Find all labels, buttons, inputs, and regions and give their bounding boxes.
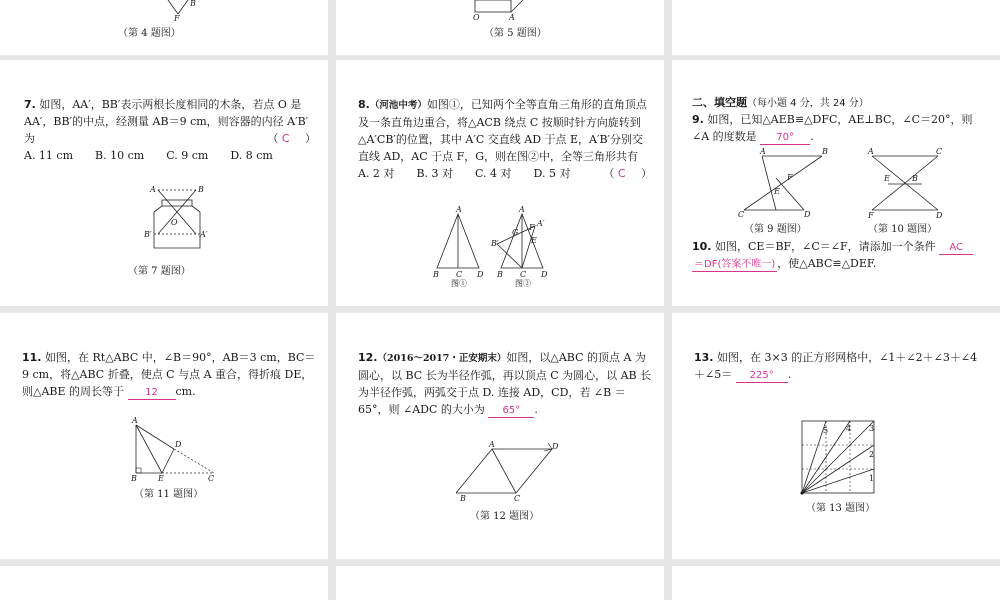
question-13: 13. 如图，在 3×3 的正方形网格中，∠1＋∠2＋∠3＋∠4＋∠5＝ 225° . — [694, 351, 978, 381]
svg-text:A: A — [489, 441, 495, 449]
figure-q10 — [862, 148, 952, 218]
question-8 — [358, 96, 652, 182]
svg-text:C: C — [456, 270, 463, 279]
card-q11 — [0, 313, 328, 559]
card-bottom-left — [0, 566, 328, 600]
svg-text:A′: A′ — [537, 219, 545, 228]
option-b: B. 10 cm — [95, 149, 145, 162]
question-number: 11. — [22, 351, 42, 364]
caption-q4: （第 4 题图） — [118, 28, 181, 39]
svg-text:B: B — [131, 474, 137, 481]
caption-q10: （第 10 题图） — [868, 224, 938, 235]
question-text: 如图，在 3×3 的正方形网格中，∠1＋∠2＋∠3＋∠4＋∠5＝ — [694, 351, 978, 381]
card-q7 — [0, 60, 328, 306]
svg-text:B′: B′ — [144, 230, 152, 239]
question-7 — [24, 96, 316, 164]
svg-text:C: C — [738, 210, 745, 218]
svg-text:B: B — [460, 494, 466, 503]
svg-text:B′: B′ — [491, 239, 499, 248]
answer-blank: 12 — [128, 386, 176, 400]
svg-text:2: 2 — [869, 450, 875, 459]
card-q9-q10 — [672, 60, 1000, 306]
figure-q7-container — [140, 182, 220, 254]
answer-paren: （ C ） — [603, 167, 652, 180]
svg-text:O: O — [473, 13, 480, 22]
svg-text:D: D — [477, 270, 484, 279]
svg-text:B: B — [497, 270, 503, 279]
svg-text:D: D — [541, 270, 548, 279]
option-a: A. 2 对 — [358, 167, 395, 180]
figure-q12 — [456, 441, 566, 503]
question-number: 9. — [692, 113, 704, 126]
svg-text:D: D — [552, 442, 559, 451]
svg-text:D: D — [175, 440, 182, 449]
svg-text:D: D — [936, 211, 943, 218]
question-source: （河池中考） — [369, 100, 427, 111]
question-source: （2016～2017・正安期末） — [377, 353, 507, 364]
card-q5 — [336, 0, 664, 55]
svg-text:B: B — [433, 270, 439, 279]
question-11: 11. 如图，在 Rt△ABC 中，∠B＝90°，AB＝3 cm，BC＝9 cm，将△ABC 折叠，使点 C 与点 A 重合，得折痕 DE，则△ABE 的周长等于 12 cm. — [22, 351, 316, 398]
svg-text:A: A — [132, 417, 138, 425]
svg-text:5: 5 — [823, 426, 829, 435]
svg-text:E: E — [774, 187, 780, 196]
option-b: B. 3 对 — [416, 167, 454, 180]
answer-choice: C — [281, 132, 290, 145]
answer-blank-1: AC — [939, 241, 973, 255]
svg-text:B: B — [198, 185, 204, 194]
caption-q11: （第 11 题图） — [134, 489, 204, 500]
card-q13 — [672, 313, 1000, 559]
caption-q9: （第 9 题图） — [744, 224, 807, 235]
svg-text:F: F — [868, 211, 874, 218]
question-number: 12. — [358, 351, 378, 364]
svg-text:A: A — [760, 148, 766, 156]
option-d: D. 8 cm — [230, 149, 273, 162]
question-text: 如图，AA′，BB′表示两根长度相同的木条，若点 O 是 AA′，BB′的中点，经测量 AB＝9 cm，则容器的内径 A′B′为 — [24, 98, 309, 145]
card-q4 — [0, 0, 328, 55]
answer-blank: 70° — [760, 131, 810, 145]
option-c: C. 4 对 — [475, 167, 512, 180]
question-text: 如图，已知△AEB≌△DFC，AE⊥BC，∠C＝20°，则∠A 的度数是 — [692, 113, 973, 143]
question-number: 10. — [692, 240, 712, 253]
card-q12 — [336, 313, 664, 559]
caption-q13: （第 13 题图） — [806, 503, 876, 514]
svg-text:A: A — [868, 148, 874, 156]
answer-choice: C — [617, 167, 626, 180]
svg-text:C: C — [520, 270, 527, 279]
question-text: 如图①，已知两个全等直角三角形的直角顶点及一条直角边重合，将△ACB 绕点 C 按顺时针方向旋转到△A′CB′的位置，其中 A′C 交直线 AD 于点 E，A′B′分别交直线 AD，AC 于点 F，G，则在图②中，全等三角形共有 — [358, 98, 647, 163]
svg-text:G: G — [512, 228, 519, 237]
svg-text:A: A — [150, 185, 156, 194]
figure-q13-grid — [798, 417, 880, 499]
card-q8 — [336, 60, 664, 306]
svg-text:E: E — [531, 236, 537, 245]
svg-text:F: F — [787, 173, 793, 182]
answer-blank: 225° — [736, 369, 788, 383]
caption-q7: （第 7 题图） — [128, 266, 191, 277]
figure-q8-fig1 — [431, 206, 491, 288]
option-a: A. 11 cm — [24, 149, 74, 162]
svg-text:A: A — [456, 206, 462, 214]
question-text: 如图，以△ABC 的顶点 A 为圆心，以 BC 长为半径作弧，再以顶点 C 为圆心，以 AB 长为半径作弧，两弧交于点 D. 连接 AD，CD，若 ∠B ＝ 65°，则 ∠ADC 的大小为 — [358, 351, 652, 416]
figure-q5-partial — [471, 0, 551, 22]
svg-text:A′: A′ — [200, 230, 208, 239]
caption-q12: （第 12 题图） — [470, 511, 540, 522]
fig1-label: 图① — [451, 279, 467, 288]
answer-paren: （ C ） — [267, 132, 316, 145]
svg-text:F: F — [174, 14, 180, 22]
fig2-label: 图② — [515, 279, 531, 288]
svg-text:A: A — [519, 206, 525, 214]
figure-q4-partial — [140, 0, 220, 22]
question-text: 如图，CE＝BF，∠C＝∠F，请添加一个条件 — [715, 240, 936, 253]
svg-text:E: E — [158, 474, 164, 481]
section-fill-in: 二、填空题（每小题 4 分，共 24 分） — [692, 96, 869, 109]
options-list — [24, 147, 316, 164]
question-number: 7. — [24, 98, 36, 111]
caption-q5: （第 5 题图） — [484, 28, 547, 39]
svg-text:O: O — [171, 218, 178, 227]
question-number: 13. — [694, 351, 714, 364]
answer-blank-2: ＝DF(答案不唯一) — [694, 259, 776, 270]
card-top-right — [672, 0, 1000, 55]
svg-text:D: D — [804, 210, 811, 218]
svg-text:1: 1 — [869, 474, 875, 483]
svg-text:B: B — [822, 148, 828, 156]
figure-q9 — [734, 148, 844, 218]
svg-text:C: C — [936, 148, 943, 156]
figure-q8-fig2 — [491, 206, 566, 288]
question-9: 9. 如图，已知△AEB≌△DFC，AE⊥BC，∠C＝20°，则∠A 的度数是 70° . — [692, 113, 973, 143]
svg-text:F: F — [529, 223, 535, 232]
option-d: D. 5 对 — [533, 167, 571, 180]
card-bottom-right — [672, 566, 1000, 600]
question-text: 如图，在 Rt△ABC 中，∠B＝90°，AB＝3 cm，BC＝9 cm，将△ABC 折叠，使点 C 与点 A 重合，得折痕 DE，则△ABE 的周长等于 — [22, 351, 316, 398]
answer-blank: 65° — [488, 404, 534, 418]
card-bottom-middle — [336, 566, 664, 600]
svg-text:B: B — [912, 174, 918, 183]
option-c: C. 9 cm — [166, 149, 209, 162]
svg-text:C: C — [514, 494, 521, 503]
figure-q11 — [126, 417, 226, 481]
svg-text:3: 3 — [869, 424, 875, 433]
question-12: 12.（2016～2017・正安期末）如图，以△ABC 的顶点 A 为圆心，以 BC 长为半径作弧，再以顶点 C 为圆心，以 AB 长为半径作弧，两弧交于点 D. 连接 AD，CD，若 ∠B ＝ 65°，则 ∠ADC 的大小为 65° . — [358, 351, 652, 416]
svg-text:A: A — [509, 13, 515, 22]
svg-text:4: 4 — [846, 424, 852, 433]
question-10: 10. 如图，CE＝BF，∠C＝∠F，请添加一个条件 AC ＝DF(答案不唯一) ，使△ABC≌△DEF. — [692, 238, 988, 272]
svg-text:C: C — [208, 474, 215, 481]
svg-text:B: B — [190, 0, 196, 8]
svg-text:E: E — [884, 174, 890, 183]
question-number: 8. — [358, 98, 370, 111]
